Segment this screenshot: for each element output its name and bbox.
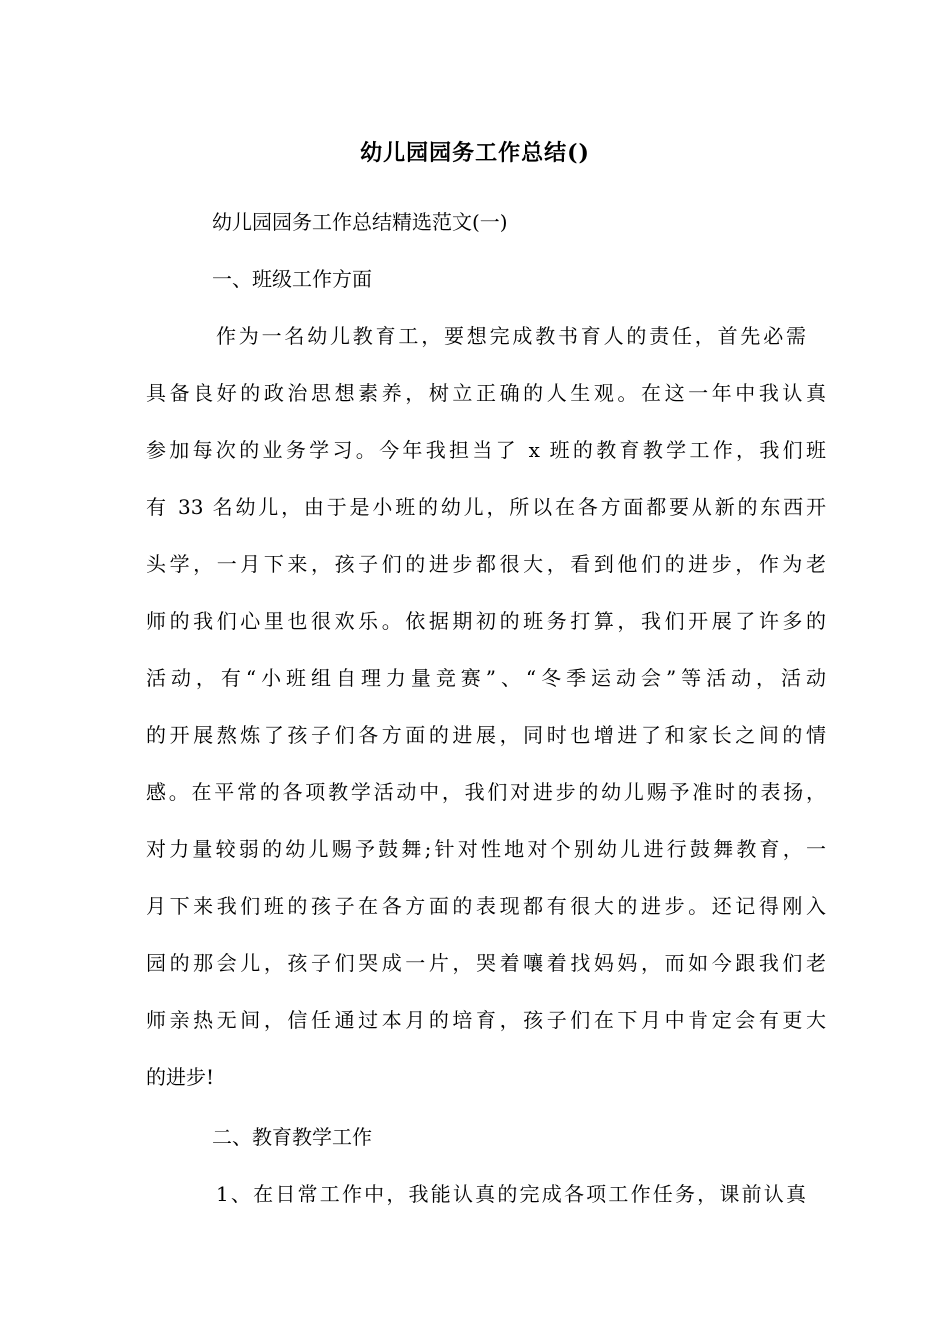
- paragraph-line: 1、在日常工作中，我能认真的完成各项工作任务，课前认真: [216, 1182, 806, 1206]
- paragraph-line: 师亲热无间，信任通过本月的培育，孩子们在下月中肯定会有更大: [146, 1008, 826, 1032]
- paragraph-line: 月下来我们班的孩子在各方面的表现都有很大的进步。还记得刚入: [146, 894, 826, 918]
- paragraph-line: 头学，一月下来，孩子们的进步都很大，看到他们的进步，作为老: [146, 552, 826, 576]
- paragraph-line: 的进步!: [146, 1065, 215, 1089]
- section-heading-class-work: 一、班级工作方面: [212, 267, 372, 291]
- paragraph-line: 参加每次的业务学习。今年我担当了 x 班的教育教学工作，我们班: [146, 438, 826, 462]
- paragraph-line: 师的我们心里也很欢乐。依据期初的班务打算，我们开展了许多的: [146, 609, 826, 633]
- paragraph-line: 活动，有“小班组自理力量竞赛”、“冬季运动会”等活动，活动: [146, 666, 826, 690]
- paragraph-line: 的开展熬炼了孩子们各方面的进展，同时也增进了和家长之间的情: [146, 723, 826, 747]
- document-title: 幼儿园园务工作总结(): [360, 140, 590, 166]
- paragraph-line: 对力量较弱的幼儿赐予鼓舞;针对性地对个别幼儿进行鼓舞教育，一: [146, 837, 826, 861]
- document-subtitle: 幼儿园园务工作总结精选范文(一): [212, 210, 508, 234]
- paragraph-line: 具备良好的政治思想素养，树立正确的人生观。在这一年中我认真: [146, 381, 826, 405]
- paragraph-line: 园的那会儿，孩子们哭成一片，哭着嚷着找妈妈，而如今跟我们老: [146, 951, 826, 975]
- paragraph-line: 有 33 名幼儿，由于是小班的幼儿，所以在各方面都要从新的东西开: [146, 495, 826, 519]
- section-heading-teaching-work: 二、教育教学工作: [212, 1125, 372, 1149]
- paragraph-line: 作为一名幼儿教育工，要想完成教书育人的责任，首先必需: [216, 324, 806, 348]
- paragraph-line: 感。在平常的各项教学活动中，我们对进步的幼儿赐予准时的表扬，: [146, 780, 826, 804]
